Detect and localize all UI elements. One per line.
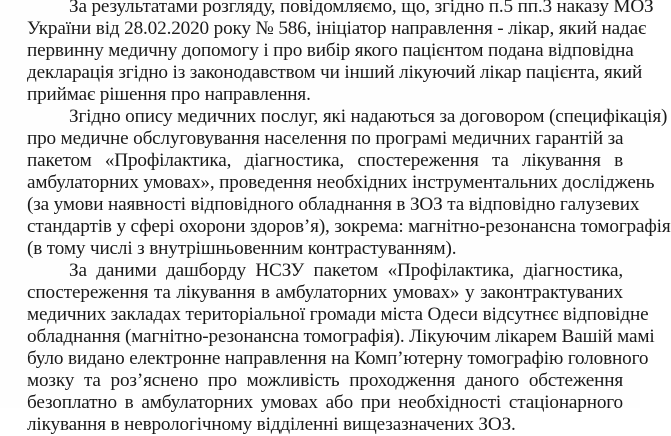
text-line: амбулаторних умовах», проведення необхідних інструментальних досліджень — [27, 172, 655, 193]
text-line: було видано електронне направлення на Комп’ютерну томографію головного — [27, 348, 649, 369]
text-line: (за умови наявності відповідного обладнання в ЗОЗ та відповідно галузевих — [27, 194, 640, 215]
text-line: пакетом «Профілактика, діагностика, спостереження та лікування в — [27, 150, 623, 171]
text-line: стандартів у сфері охорони здоров’я), зокрема: магнітно-резонансна томографія — [27, 216, 671, 237]
text-line: Згідно опису медичних послуг, які надаються за договором (специфікація) — [69, 106, 668, 127]
text-line: декларація згідно із законодавством чи інший лікуючий лікар пацієнта, який — [27, 62, 643, 83]
text-line: України від 28.02.2020 року № 586, ініціатор направлення - лікар, який надає — [27, 18, 647, 39]
text-line: про медичне обслуговування населення по програмі медичних гарантій за — [27, 128, 624, 149]
text-line: мозку та роз’яснено про можливість проходження даного обстеження — [27, 370, 623, 391]
text-line: обладнання (магнітно-резонансна томографія). Лікуючим лікарем Вашій мамі — [27, 326, 655, 347]
text-line: За результатами розгляду, повідомляємо, що, згідно п.5 пп.3 наказу МОЗ — [69, 0, 654, 17]
text-line: (в тому числі з внутрішньовенним контрастуванням). — [27, 238, 457, 259]
text-line: спостереження та лікування в амбулаторних умовах» у законтрактуваних — [27, 282, 623, 303]
text-line: приймає рішення про направлення. — [27, 84, 311, 105]
text-line: первинну медичну допомогу і про вибір якого пацієнтом подана відповідна — [27, 40, 634, 61]
text-line: безоплатно в амбулаторних умовах або при необхідності стаціонарного — [27, 392, 623, 413]
text-line: За даними дашборду НСЗУ пакетом «Профілактика, діагностика, — [69, 260, 623, 281]
text-line: лікування в неврологічному відділенні вищезазначених ЗОЗ. — [27, 414, 516, 435]
text-line: медичних закладах територіальної громади міста Одеси відсутнєє відповідне — [27, 304, 649, 325]
